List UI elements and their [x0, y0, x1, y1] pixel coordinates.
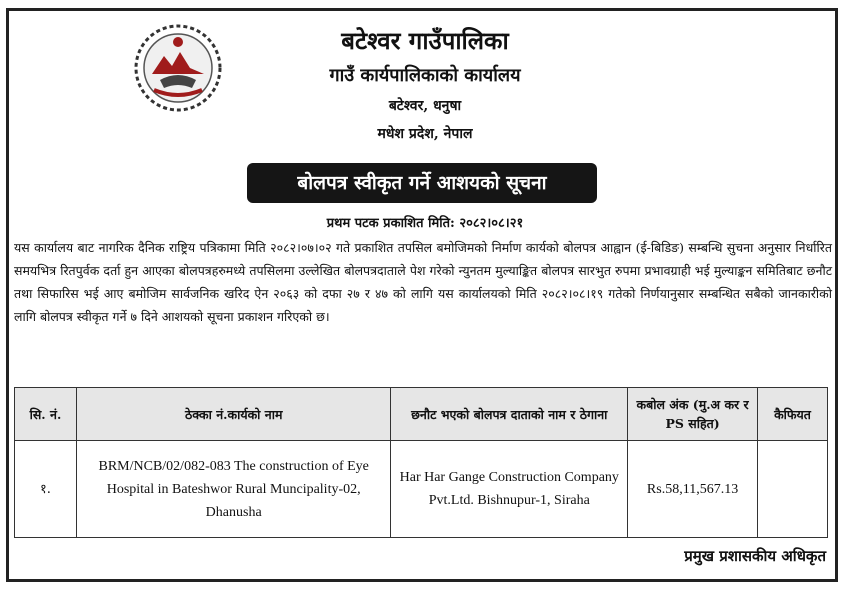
nepal-emblem-icon [130, 22, 226, 114]
bid-table [14, 387, 828, 538]
municipality-title: बटेश्वर गाउँपालिका [341, 26, 509, 55]
notice-body: यस कार्यालय बाट नागरिक दैनिक राष्ट्रिय पत्रिकामा मिति २०८२।०७।०२ गते प्रकाशित तपसिल बमोजिमको निर्माण कार्यको बोलपत्र आह्वान (ई-बिडिङ) सम्बन्धि सुचना अनुसार निर्धारित समयभित्र रितपुर्वक दर्ता हुन आएका बोलपत्रहरुमध्ये तपसिलमा उल्लेखित बोलपत्रदाताले पेश गरेको न्युनतम मुल्याङ्कित बोलपत्र सारभुत रुपमा प्रभावग्राही भई मुल्याङ्कन समितिबाट छनौट तथा सिफारिस भई आए बमोजिम सार्वजनिक खरिद ऐन २०६३ को दफा २७ र ४७ को लागि यस कार्यालयको मिति २०८२।०८।१९ गतेको निर्णयानुसार सम्बन्धित सबैको जानकारीको लागि बोलपत्र स्वीकृत गर्ने ७ दिने आशयको सूचना प्रकाशन गरिएको छ। [14, 240, 832, 324]
cell-remarks [758, 441, 828, 538]
col-amount: कबोल अंक (मु.अ कर र PS सहित) [628, 388, 758, 441]
table-header-row [15, 388, 828, 441]
office-title: गाउँ कार्यपालिकाको कार्यालय [329, 65, 521, 86]
cell-serial: १. [15, 441, 77, 538]
col-work-name: ठेक्का नं.कार्यको नाम [76, 388, 391, 441]
col-remarks: कैफियत [758, 388, 828, 441]
cell-bidder: Har Har Gange Construction Company Pvt.Ltd. Bishnupur-1, Siraha [391, 441, 628, 538]
col-serial: सि. नं. [15, 388, 77, 441]
col-bidder: छनौट भएको बोलपत्र दाताको नाम र ठेगाना [391, 388, 628, 441]
cell-work-name: BRM/NCB/02/082-083 The construction of Eye Hospital in Bateshwor Rural Muncipality-02, Dhanusha [76, 441, 391, 538]
province-line: मधेश प्रदेश, नेपाल [377, 126, 473, 142]
table-row [15, 441, 828, 538]
cell-amount: Rs.58,11,567.13 [628, 441, 758, 538]
signature-title: प्रमुख प्रशासकीय अधिकृत [684, 547, 826, 565]
notice-title-banner: बोलपत्र स्वीकृत गर्ने आशयको सूचना [247, 163, 597, 203]
publish-date: प्रथम पटक प्रकाशित मिति: २०८२।०८।२१ [326, 216, 524, 231]
office-location: बटेश्वर, धनुषा [388, 98, 462, 114]
